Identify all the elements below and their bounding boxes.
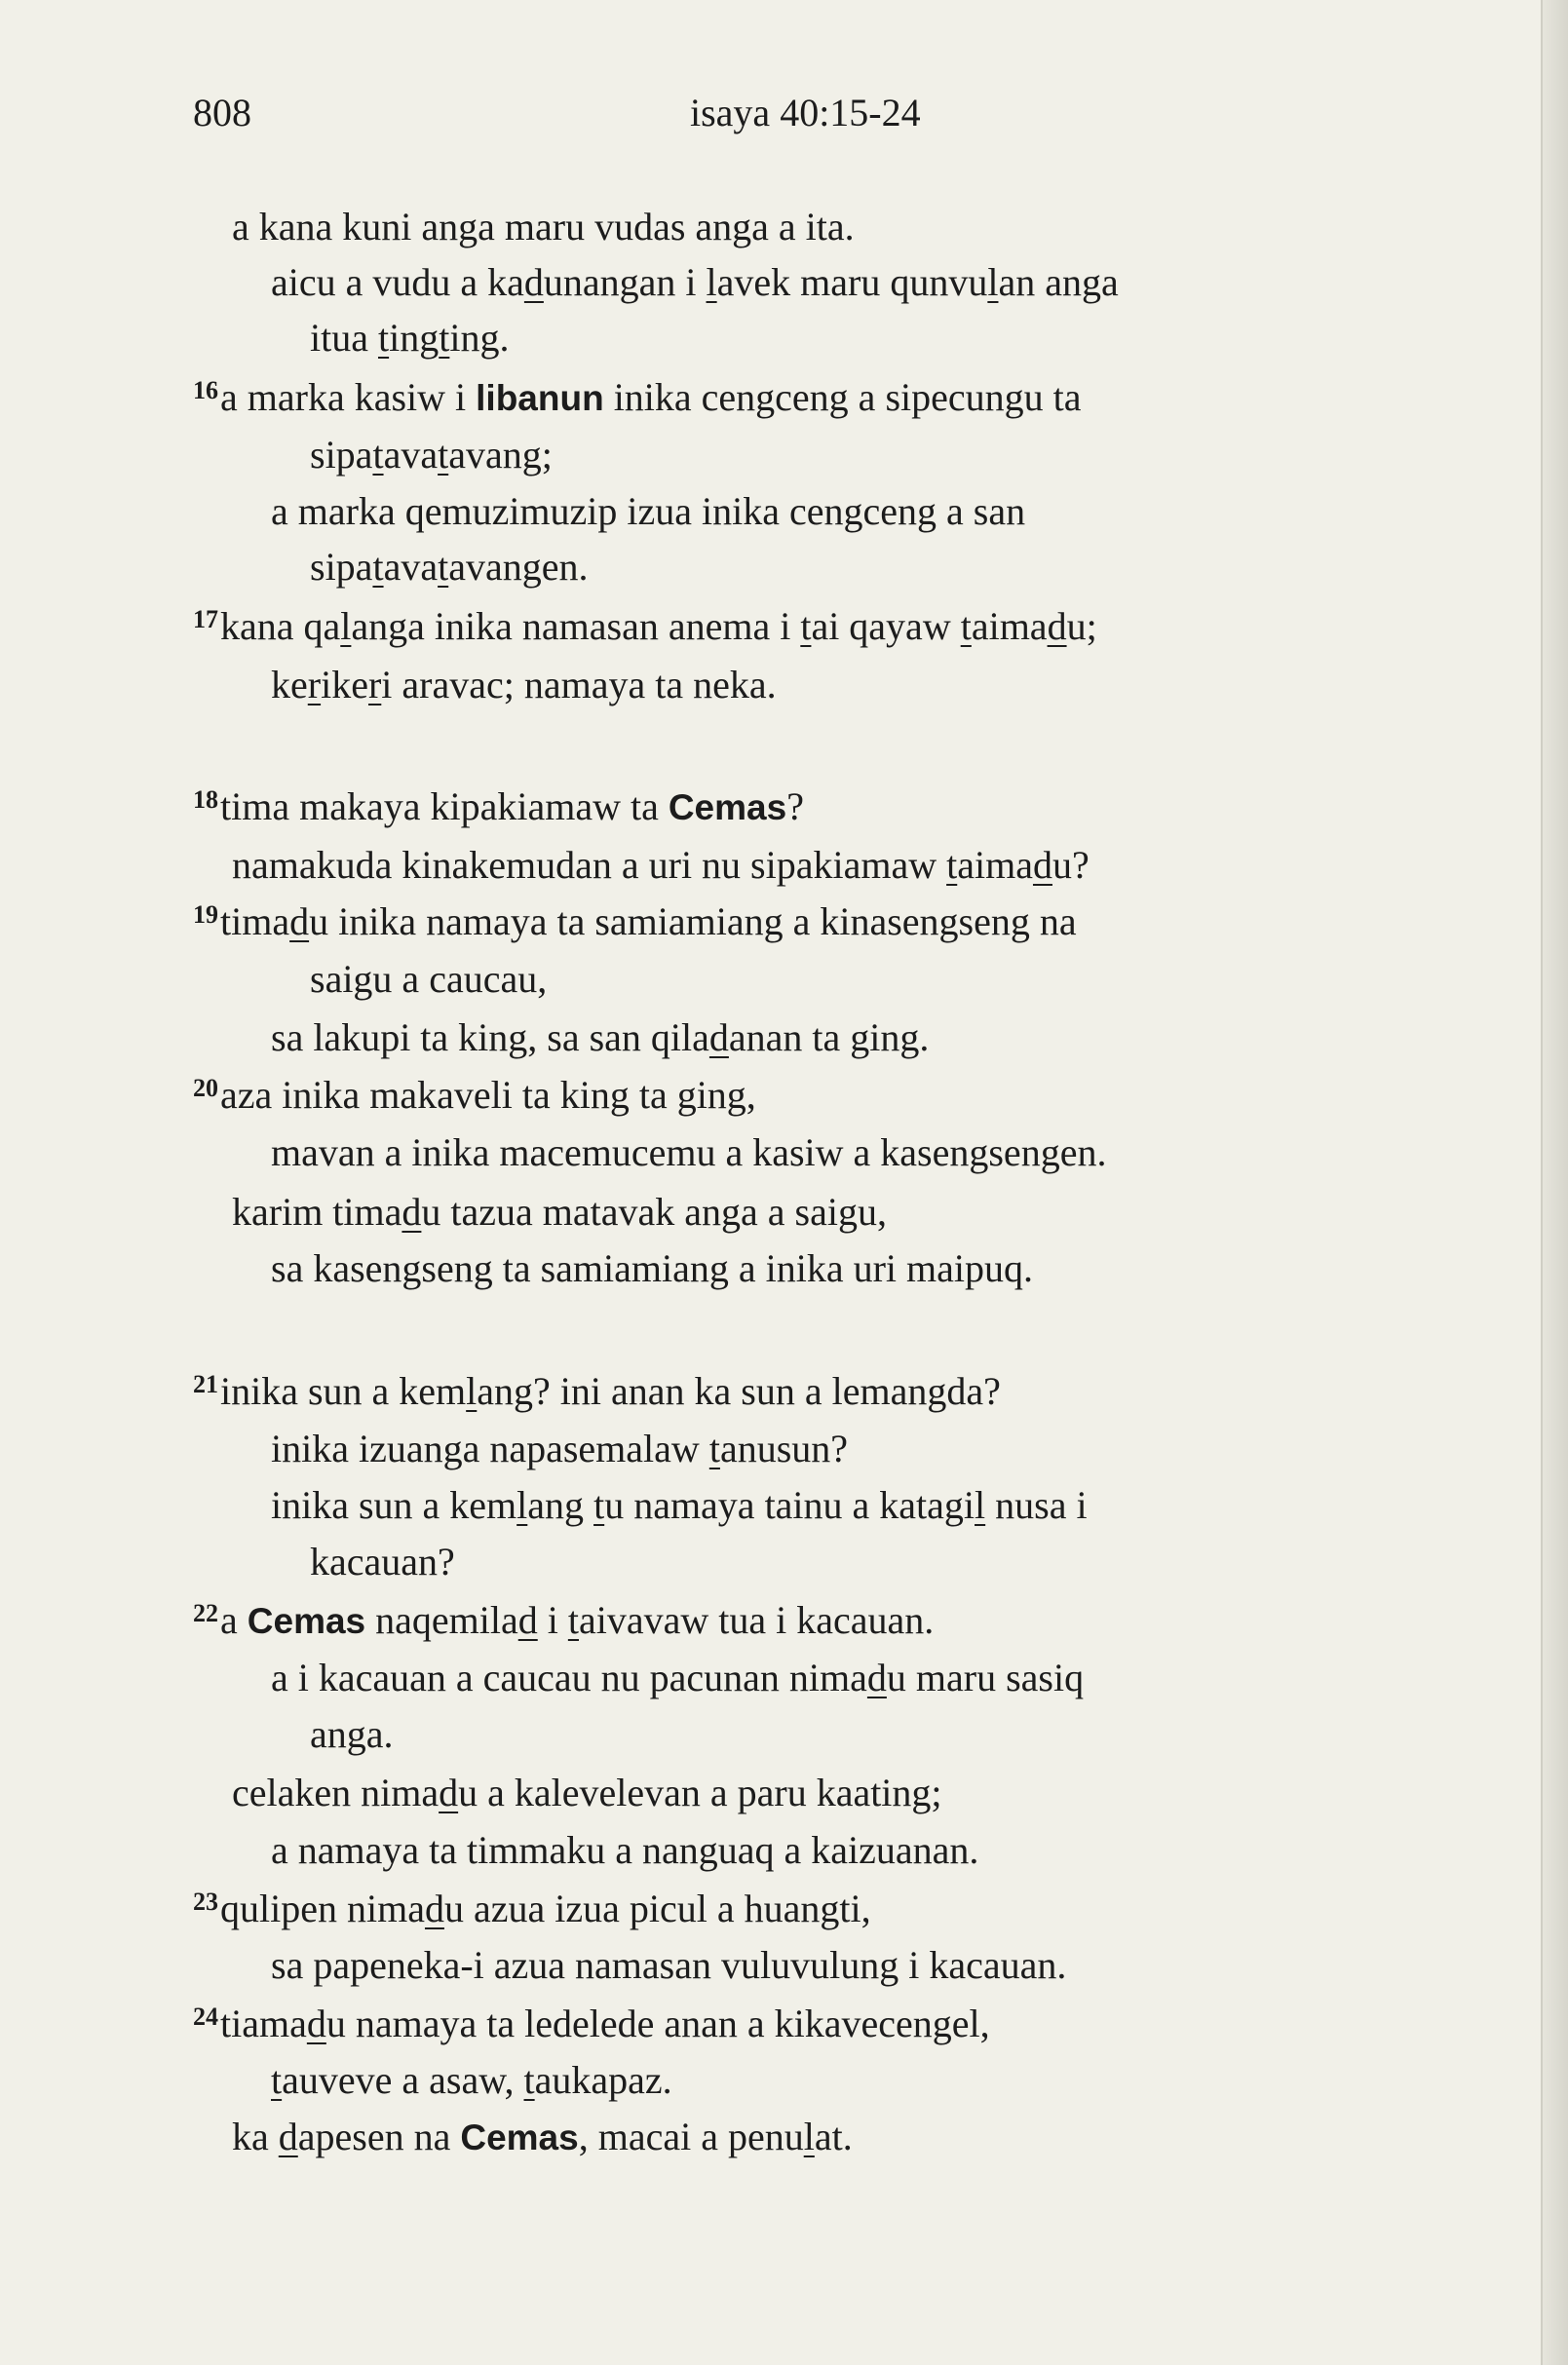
- text-segment: ?: [786, 784, 804, 828]
- text-segment: u tazua matavak anga a saigu,: [421, 1190, 887, 1234]
- text-segment: tima: [220, 899, 290, 943]
- text-segment: auveve a asaw,: [282, 2058, 524, 2102]
- verse-line: [271, 1656, 1085, 1699]
- text-segment: avang;: [448, 433, 553, 477]
- text-segment: mavan a inika macemucemu a kasiw a kasengsengen.: [271, 1130, 1107, 1174]
- verse-start-line: [193, 1598, 935, 1642]
- text-segment: d: [402, 1190, 422, 1234]
- text-segment: apesen na: [297, 2115, 461, 2158]
- text-segment: t: [960, 604, 972, 648]
- verse-number: 20: [193, 1074, 218, 1102]
- text-segment: d: [517, 1598, 538, 1642]
- text-segment: u inika namaya ta samiamiang a kinasengseng na: [309, 899, 1077, 943]
- text-segment: ike: [321, 663, 368, 706]
- text-segment: anusun?: [719, 1427, 849, 1470]
- text-segment: t: [377, 316, 390, 360]
- text-segment: ke: [271, 663, 308, 706]
- text-segment: kana qa: [220, 604, 341, 648]
- text-segment: , macai a penu: [578, 2115, 804, 2158]
- text-segment: d: [424, 1887, 444, 1930]
- bold-name: Cemas: [247, 1601, 366, 1641]
- text-segment: inika cengceng a sipecungu ta: [603, 375, 1082, 419]
- text-segment: kacauan?: [310, 1540, 455, 1583]
- text-segment: saigu a caucau,: [310, 957, 548, 1001]
- text-segment: u azua izua picul a huangti,: [443, 1887, 871, 1930]
- text-segment: u?: [1052, 843, 1090, 887]
- text-segment: t: [800, 604, 812, 648]
- text-segment: d: [289, 899, 310, 943]
- text-segment: u namaya tainu a katagi: [604, 1483, 975, 1527]
- text-segment: d: [866, 1656, 887, 1699]
- verse-line: [232, 843, 1090, 887]
- text-segment: aukapaz.: [534, 2058, 672, 2102]
- text-segment: sa lakupi ta king, sa san qila: [271, 1015, 709, 1059]
- text-segment: l: [340, 604, 352, 648]
- verse-start-line: [193, 375, 1082, 419]
- text-segment: d: [278, 2115, 298, 2158]
- bold-name: libanun: [476, 378, 604, 418]
- verse-line: [310, 957, 548, 1001]
- text-segment: ang: [527, 1483, 594, 1527]
- text-segment: d: [708, 1015, 729, 1059]
- text-segment: inika izuanga napasemalaw: [271, 1427, 709, 1470]
- text-segment: ang? ini anan ka sun a lemangda?: [477, 1369, 1001, 1413]
- verse-line: [271, 2058, 672, 2102]
- verse-line: [271, 1483, 1088, 1527]
- text-segment: u maru sasiq: [886, 1656, 1085, 1699]
- verse-number: 17: [193, 605, 218, 633]
- text-segment: t: [567, 1598, 579, 1642]
- text-segment: ing.: [449, 316, 510, 360]
- text-segment: namakuda kinakemudan a uri nu sipakiamaw: [232, 843, 947, 887]
- text-segment: l: [466, 1369, 478, 1413]
- text-segment: t: [439, 316, 450, 360]
- verse-line: [232, 2117, 853, 2156]
- verse-line: [310, 316, 510, 360]
- verse-start-line: [193, 784, 804, 828]
- text-segment: tima makaya kipakiamaw ta: [220, 784, 669, 828]
- verse-line: [232, 205, 855, 248]
- verse-line: [271, 663, 777, 706]
- text-segment: d: [523, 260, 544, 304]
- page-edge: [1541, 0, 1568, 2365]
- verse-start-line: [193, 2004, 990, 2043]
- verse-start-line: [193, 899, 1077, 943]
- text-segment: t: [593, 1483, 605, 1527]
- text-segment: t: [271, 2058, 283, 2102]
- text-segment: avek maru qunvu: [716, 260, 988, 304]
- text-segment: l: [987, 260, 999, 304]
- text-segment: aza inika makaveli ta king ta ging,: [220, 1073, 756, 1117]
- text-segment: aivavaw tua i kacauan.: [578, 1598, 935, 1642]
- text-segment: ava: [383, 545, 439, 589]
- text-segment: u namaya ta ledelede anan a kikavecengel,: [325, 2002, 990, 2045]
- text-segment: i aravac; namaya ta neka.: [381, 663, 777, 706]
- text-segment: u;: [1066, 604, 1097, 648]
- verse-line: [310, 1540, 455, 1583]
- text-segment: t: [523, 2058, 535, 2102]
- text-segment: tiama: [220, 2002, 307, 2045]
- verse-line: [310, 433, 553, 477]
- verse-number: 18: [193, 785, 218, 814]
- verse-line: [271, 1427, 849, 1470]
- verse-line: [271, 1130, 1107, 1174]
- text-segment: t: [946, 843, 958, 887]
- verse-number: 23: [193, 1888, 218, 1916]
- verse-line: [271, 489, 1026, 533]
- text-segment: an anga: [998, 260, 1119, 304]
- text-segment: aima: [957, 843, 1033, 887]
- text-segment: t: [438, 433, 449, 477]
- running-head: isaya 40:15-24: [690, 91, 921, 134]
- verse-start-line: [193, 1369, 1001, 1413]
- verse-line: [271, 1828, 979, 1872]
- verse-number: 24: [193, 2003, 218, 2031]
- text-segment: ing: [389, 316, 440, 360]
- text-segment: d: [1047, 604, 1067, 648]
- text-segment: sa kasengseng ta samiamiang a inika uri maipuq.: [271, 1246, 1034, 1290]
- text-segment: anga.: [310, 1712, 394, 1756]
- text-segment: a kana kuni anga maru vudas anga a ita.: [232, 205, 855, 248]
- text-segment: sipa: [310, 433, 373, 477]
- text-segment: l: [706, 260, 717, 304]
- text-segment: t: [372, 433, 384, 477]
- text-segment: anan ta ging.: [728, 1015, 930, 1059]
- text-segment: t: [708, 1427, 720, 1470]
- text-segment: a namaya ta timmaku a nanguaq a kaizuanan.: [271, 1828, 979, 1872]
- text-segment: d: [1032, 843, 1052, 887]
- verse-line: [310, 545, 589, 589]
- text-segment: celaken nima: [232, 1771, 440, 1814]
- text-segment: l: [516, 1483, 528, 1527]
- text-segment: a marka qemuzimuzip izua inika cengceng a san: [271, 489, 1026, 533]
- verse-start-line: [193, 604, 1097, 648]
- text-segment: ai qayaw: [811, 604, 961, 648]
- text-segment: qulipen nima: [220, 1887, 425, 1930]
- verse-line: [271, 1015, 930, 1059]
- text-segment: at.: [814, 2115, 853, 2158]
- text-segment: sipa: [310, 545, 373, 589]
- verse-line: [271, 260, 1119, 304]
- text-segment: nusa i: [985, 1483, 1088, 1527]
- verse-line: [232, 1771, 942, 1814]
- text-segment: naqemila: [365, 1598, 518, 1642]
- page-number: 808: [193, 91, 251, 134]
- text-segment: inika sun a kem: [220, 1369, 467, 1413]
- text-segment: a i kacauan a caucau nu pacunan nima: [271, 1656, 867, 1699]
- verse-number: 19: [193, 900, 218, 929]
- text-segment: l: [975, 1483, 986, 1527]
- verse-line: [232, 1190, 887, 1234]
- text-segment: t: [372, 545, 384, 589]
- text-segment: ka: [232, 2115, 279, 2158]
- text-segment: avangen.: [448, 545, 589, 589]
- verse-line: [310, 1712, 394, 1756]
- text-segment: anga inika namasan anema i: [351, 604, 801, 648]
- bold-name: Cemas: [668, 787, 787, 827]
- bold-name: Cemas: [460, 2117, 579, 2157]
- text-segment: unangan i: [543, 260, 707, 304]
- text-segment: d: [306, 2002, 326, 2045]
- text-segment: sa papeneka-i azua namasan vuluvulung i kacauan.: [271, 1943, 1067, 1987]
- verse-start-line: [193, 1889, 871, 1928]
- text-segment: aima: [971, 604, 1048, 648]
- text-segment: inika sun a kem: [271, 1483, 517, 1527]
- verse-number: 22: [193, 1599, 218, 1627]
- text-segment: d: [439, 1771, 459, 1814]
- text-segment: i: [537, 1598, 568, 1642]
- verse-start-line: [193, 1073, 756, 1117]
- text-segment: ava: [383, 433, 439, 477]
- verse-number: 16: [193, 376, 218, 404]
- text-segment: t: [438, 545, 449, 589]
- text-segment: r: [307, 663, 322, 706]
- verse-line: [271, 1246, 1034, 1290]
- text-segment: a: [220, 1598, 248, 1642]
- text-segment: aicu a vudu a ka: [271, 260, 524, 304]
- text-segment: karim tima: [232, 1190, 402, 1234]
- verse-number: 21: [193, 1370, 218, 1398]
- text-segment: r: [367, 663, 382, 706]
- text-segment: itua: [310, 316, 378, 360]
- verse-line: [271, 1943, 1067, 1987]
- text-segment: a marka kasiw i: [220, 375, 477, 419]
- text-segment: u a kalevelevan a paru kaating;: [458, 1771, 942, 1814]
- text-segment: l: [803, 2115, 815, 2158]
